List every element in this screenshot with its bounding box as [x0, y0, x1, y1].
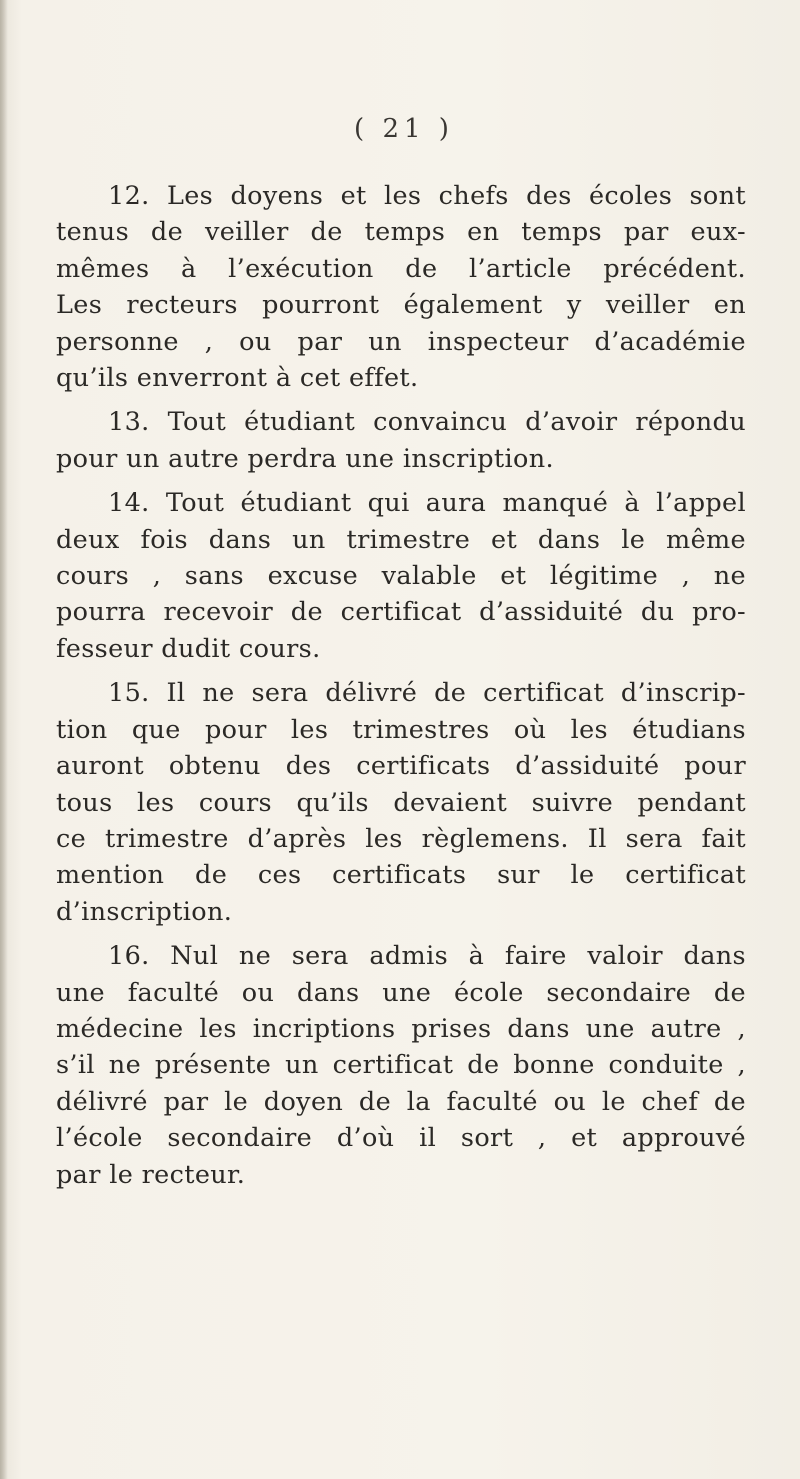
text-line: cours , sans excuse valable et légitime , ne — [56, 561, 746, 592]
article-12 — [56, 178, 746, 396]
text-line: d’inscription. — [56, 896, 233, 927]
text-line: Les recteurs pourront également y veiller en — [56, 290, 746, 321]
text-line: deux fois dans un trimestre et dans le même — [56, 524, 746, 555]
text-line: s’il ne présente un certificat de bonne conduite , — [56, 1050, 746, 1081]
binding-shadow — [0, 0, 8, 1479]
text-line: mention de ces certificats sur le certificat — [56, 860, 746, 891]
text-line: tous les cours qu’ils devaient suivre pendant — [56, 787, 746, 818]
text-line: par le recteur. — [56, 1159, 246, 1190]
text-line: 16. Nul ne sera admis à faire valoir dans — [108, 941, 746, 972]
article-14 — [56, 485, 746, 667]
text-line: tion que pour les trimestres où les étudians — [56, 714, 746, 745]
body-text — [56, 178, 746, 1193]
text-line: fesseur dudit cours. — [56, 633, 321, 664]
text-line: 14. Tout étudiant qui aura manqué à l’appel — [108, 488, 746, 519]
text-line: 15. Il ne sera délivré de certificat d’inscrip- — [108, 678, 746, 709]
text-line: tenus de veiller de temps en temps par eux- — [56, 217, 746, 248]
text-line: médecine les incriptions prises dans une autre , — [56, 1013, 746, 1044]
text-line: auront obtenu des certificats d’assiduité pour — [56, 751, 746, 782]
text-line: mêmes à l’exécution de l’article précédent. — [56, 253, 746, 284]
article-16 — [56, 938, 746, 1193]
text-line: personne , ou par un inspecteur d’académie — [56, 326, 746, 357]
page-number: ( 21 ) — [354, 114, 454, 144]
text-line: qu’ils enverront à cet effet. — [56, 363, 419, 394]
article-13 — [56, 404, 746, 477]
text-line: 12. Les doyens et les chefs des écoles sont — [108, 181, 746, 211]
text-line: pour un autre perdra une inscription. — [56, 443, 554, 474]
text-line: pourra recevoir de certificat d’assiduité du pro- — [56, 597, 746, 628]
text-line: l’école secondaire d’où il sort , et approuvé — [56, 1123, 746, 1154]
text-line: une faculté ou dans une école secondaire de — [56, 977, 746, 1008]
text-line: 13. Tout étudiant convaincu d’avoir répondu — [108, 407, 746, 438]
article-15 — [56, 675, 746, 930]
text-line: délivré par le doyen de la faculté ou le chef de — [56, 1086, 746, 1117]
text-line: ce trimestre d’après les règlemens. Il sera fait — [56, 823, 746, 854]
